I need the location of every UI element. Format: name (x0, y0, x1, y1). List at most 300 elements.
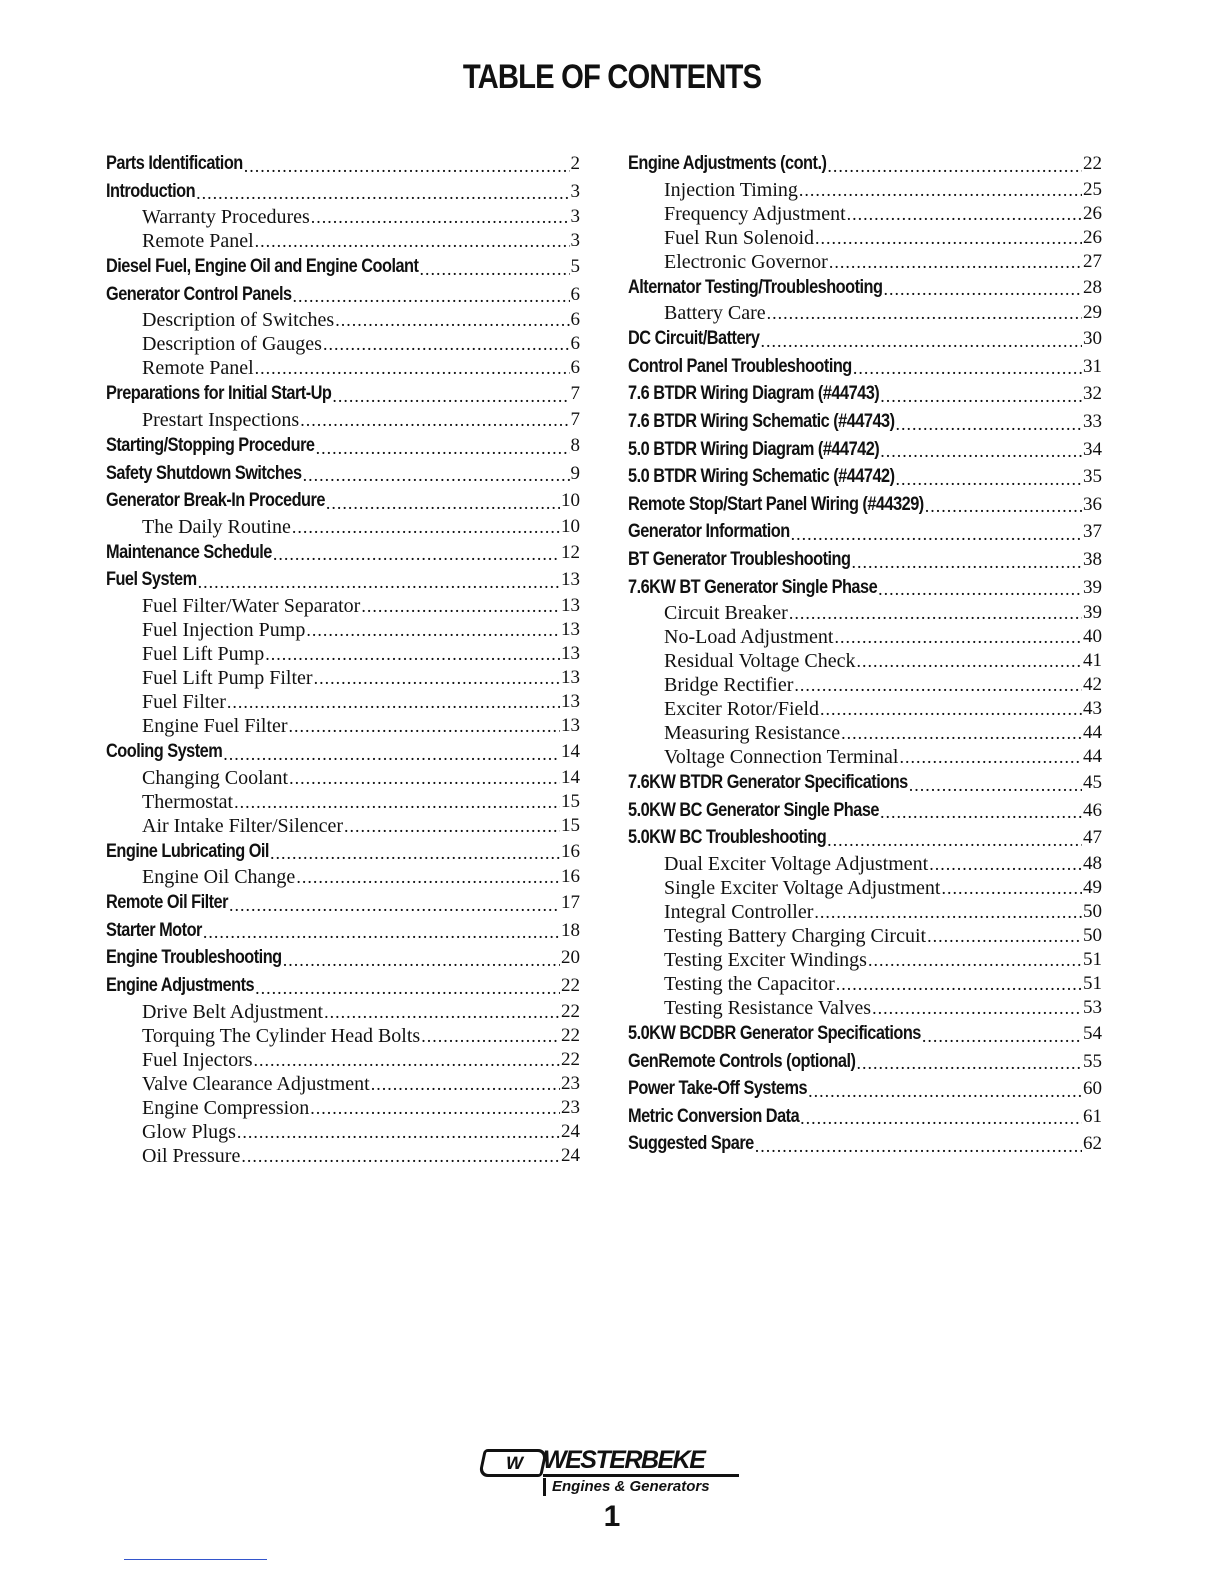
toc-page-number: 13 (561, 690, 580, 712)
toc-subsection-entry (106, 690, 580, 714)
toc-dot-leader (289, 766, 560, 790)
toc-subsection-entry (106, 308, 580, 332)
toc-section-entry (628, 380, 1102, 408)
toc-page-number: 15 (561, 790, 580, 812)
toc-page-number: 37 (1083, 521, 1102, 543)
toc-page-number: 3 (570, 180, 580, 202)
toc-subsection-entry (106, 1096, 580, 1120)
toc-dot-leader (311, 205, 570, 229)
toc-entry-label: Fuel System (106, 569, 197, 591)
toc-page-number: 14 (561, 740, 580, 762)
toc-entry-label: Engine Fuel Filter (142, 714, 288, 737)
toc-dot-leader (827, 154, 1082, 178)
toc-dot-leader (880, 439, 1082, 463)
toc-page-number: 53 (1083, 996, 1102, 1018)
toc-entry-label: Parts Identification (106, 153, 243, 174)
toc-page-number: 51 (1083, 972, 1102, 994)
toc-entry-label: Remote Stop/Start Panel Wiring (#44329) (628, 493, 924, 515)
toc-dot-leader (847, 202, 1082, 226)
toc-subsection-entry (628, 924, 1102, 948)
toc-subsection-entry (628, 649, 1102, 673)
toc-dot-leader (820, 697, 1082, 721)
toc-page-number: 38 (1083, 548, 1102, 570)
toc-subsection-entry (106, 766, 580, 790)
toc-page-number: 28 (1083, 276, 1102, 298)
toc-dot-leader (326, 491, 560, 515)
toc-page-number: 5 (570, 256, 580, 278)
toc-dot-leader (808, 1079, 1082, 1103)
toc-page-number: 6 (570, 357, 580, 379)
toc-section-entry (628, 463, 1102, 491)
toc-entry-label: Control Panel Troubleshooting (628, 355, 852, 377)
toc-entry-label: Description of Gauges (142, 333, 322, 356)
toc-dot-leader (198, 570, 560, 594)
toc-dot-leader (878, 577, 1082, 601)
toc-dot-leader (255, 976, 560, 1000)
toc-section-entry (628, 1103, 1102, 1131)
logo-mark-icon: W (478, 1449, 548, 1477)
toc-page-number: 14 (561, 766, 580, 788)
toc-page-number: 46 (1083, 799, 1102, 821)
toc-page-number: 39 (1083, 602, 1102, 624)
toc-entry-label: Fuel Lift Pump Filter (142, 666, 313, 689)
toc-dot-leader (799, 178, 1082, 202)
toc-page-number: 10 (561, 490, 580, 512)
toc-entry-label: Cooling System (106, 740, 223, 762)
toc-dot-leader (344, 814, 560, 838)
toc-dot-leader (760, 329, 1082, 353)
toc-page-number: 13 (561, 666, 580, 688)
toc-entry-label: Engine Compression (142, 1096, 310, 1119)
toc-page-number: 23 (561, 1096, 580, 1118)
toc-dot-leader (289, 714, 560, 738)
toc-entry-label: Fuel Filter/Water Separator (142, 594, 361, 617)
toc-dot-leader (306, 618, 560, 642)
toc-section-entry (628, 150, 1102, 178)
toc-entry-label: Engine Troubleshooting (106, 947, 282, 969)
toc-page-number: 40 (1083, 626, 1102, 648)
toc-page-number: 9 (570, 462, 580, 484)
toc-entry-label: Battery Care (664, 302, 766, 325)
toc-dot-leader (293, 284, 570, 308)
toc-dot-leader (283, 948, 560, 972)
toc-dot-leader (767, 301, 1082, 325)
toc-section-entry (628, 518, 1102, 546)
toc-entry-label: Engine Adjustments (106, 974, 255, 996)
toc-entry-label: Metric Conversion Data (628, 1105, 800, 1127)
toc-section-entry (106, 838, 580, 866)
toc-entry-label: Alternator Testing/Troubleshooting (628, 276, 883, 298)
toc-entry-label: Torquing The Cylinder Head Bolts (142, 1024, 421, 1047)
toc-entry-label: Generator Control Panels (106, 283, 292, 305)
toc-section-entry (628, 546, 1102, 574)
toc-subsection-entry (106, 515, 580, 539)
toc-entry-label: Diesel Fuel, Engine Oil and Engine Coolant (106, 256, 419, 278)
toc-entry-label: Generator Break-In Procedure (106, 490, 325, 512)
toc-section-entry (106, 150, 580, 178)
toc-section-entry (628, 491, 1102, 519)
toc-page-number: 12 (561, 541, 580, 563)
toc-page-number: 39 (1083, 576, 1102, 598)
toc-page-number: 3 (570, 206, 580, 228)
toc-entry-label: Starting/Stopping Procedure (106, 434, 315, 456)
toc-entry-label: Single Exciter Voltage Adjustment (664, 876, 941, 899)
toc-subsection-entry (628, 876, 1102, 900)
toc-dot-leader (254, 1048, 560, 1072)
toc-dot-leader (234, 790, 560, 814)
toc-page-number: 15 (561, 814, 580, 836)
toc-entry-label: Voltage Connection Terminal (664, 746, 899, 769)
toc-section-entry (106, 178, 580, 206)
toc-page-number: 33 (1083, 410, 1102, 432)
toc-page-number: 13 (561, 569, 580, 591)
toc-entry-label: Engine Lubricating Oil (106, 840, 269, 862)
toc-dot-leader (827, 828, 1082, 852)
toc-subsection-entry (106, 618, 580, 642)
toc-section-entry (628, 769, 1102, 797)
toc-dot-leader (292, 515, 560, 539)
toc-page-number: 22 (1083, 153, 1102, 174)
toc-dot-leader (255, 356, 570, 380)
toc-page-number: 54 (1083, 1022, 1102, 1044)
toc-page-number: 24 (561, 1144, 580, 1166)
toc-dot-leader (371, 1072, 560, 1096)
toc-dot-leader (851, 550, 1082, 574)
toc-entry-label: 5.0KW BC Generator Single Phase (628, 799, 879, 821)
toc-subsection-entry (106, 332, 580, 356)
toc-page-number: 32 (1083, 383, 1102, 405)
toc-section-entry (106, 972, 580, 1000)
toc-page-number: 22 (561, 974, 580, 996)
toc-entry-label: Generator Information (628, 521, 790, 543)
toc-page-number: 13 (561, 594, 580, 616)
page-title: TABLE OF CONTENTS (462, 58, 762, 96)
toc-dot-leader (927, 924, 1082, 948)
toc-dot-leader (794, 673, 1082, 697)
toc-dot-leader (237, 1120, 560, 1144)
toc-subsection-entry (628, 250, 1102, 274)
toc-entry-label: Glow Plugs (142, 1120, 236, 1143)
toc-section-entry (628, 797, 1102, 825)
toc-subsection-entry (106, 1048, 580, 1072)
toc-section-entry (106, 253, 580, 281)
toc-page-number: 22 (561, 1048, 580, 1070)
toc-entry-label: Engine Adjustments (cont.) (628, 153, 827, 174)
logo-brand-name: WESTERBEKE (543, 1446, 739, 1477)
toc-section-entry (628, 274, 1102, 302)
toc-dot-leader (856, 1051, 1082, 1075)
toc-entry-label: Drive Belt Adjustment (142, 1000, 324, 1023)
toc-dot-leader (800, 1106, 1082, 1130)
toc-page-number: 16 (561, 866, 580, 888)
toc-page-number: 62 (1083, 1133, 1102, 1155)
toc-dot-leader (310, 1096, 560, 1120)
toc-entry-label: Exciter Rotor/Field (664, 698, 819, 721)
toc-subsection-entry (628, 900, 1102, 924)
toc-subsection-entry (106, 790, 580, 814)
toc-entry-label: Introduction (106, 180, 196, 202)
toc-entry-label: Injection Timing (664, 178, 798, 201)
toc-page-number: 50 (1083, 924, 1102, 946)
toc-entry-label: Description of Switches (142, 309, 335, 332)
toc-page-number: 30 (1083, 328, 1102, 350)
toc-entry-label: 5.0KW BCDBR Generator Specifications (628, 1022, 921, 1044)
toc-page-number: 17 (561, 892, 580, 914)
toc-dot-leader (853, 356, 1082, 380)
toc-section-entry (106, 944, 580, 972)
toc-page-number: 34 (1083, 438, 1102, 460)
toc-section-entry (106, 889, 580, 917)
toc-subsection-entry (628, 721, 1102, 745)
toc-subsection-entry (628, 948, 1102, 972)
toc-dot-leader (815, 226, 1082, 250)
toc-dot-leader (265, 642, 560, 666)
toc-dot-leader (361, 594, 560, 618)
toc-entry-label: Bridge Rectifier (664, 674, 794, 697)
toc-dot-leader (872, 996, 1082, 1020)
toc-page-number: 61 (1083, 1105, 1102, 1127)
toc-page-number: 44 (1083, 722, 1102, 744)
toc-page-number: 7 (570, 408, 580, 430)
toc-dot-leader (244, 154, 570, 178)
toc-page-number: 25 (1083, 178, 1102, 200)
toc-page-number: 6 (570, 283, 580, 305)
toc-dot-leader (814, 900, 1082, 924)
toc-page-number: 6 (570, 309, 580, 331)
toc-entry-label: Thermostat (142, 790, 234, 813)
toc-subsection-entry (106, 1120, 580, 1144)
toc-dot-leader (791, 522, 1082, 546)
toc-subsection-entry (628, 852, 1102, 876)
toc-dot-leader (270, 841, 560, 865)
toc-page-number: 16 (561, 840, 580, 862)
toc-subsection-entry (628, 202, 1102, 226)
toc-entry-label: Fuel Lift Pump (142, 642, 265, 665)
toc-section-entry (628, 353, 1102, 381)
toc-entry-label: Valve Clearance Adjustment (142, 1072, 370, 1095)
toc-entry-label: BT Generator Troubleshooting (628, 548, 851, 570)
toc-page-number: 55 (1083, 1050, 1102, 1072)
toc-dot-leader (896, 467, 1082, 491)
divider-line (124, 1559, 267, 1560)
toc-entry-label: DC Circuit/Battery (628, 328, 760, 350)
toc-section-entry (106, 566, 580, 594)
toc-section-entry (628, 1130, 1102, 1158)
toc-subsection-entry (106, 229, 580, 253)
toc-entry-label: Preparations for Initial Start-Up (106, 383, 332, 405)
toc-subsection-entry (628, 178, 1102, 202)
toc-page-number: 27 (1083, 250, 1102, 272)
toc-entry-label: Safety Shutdown Switches (106, 462, 302, 484)
toc-page-number: 13 (561, 618, 580, 640)
toc-page-number: 22 (561, 1000, 580, 1022)
toc-subsection-entry (106, 356, 580, 380)
toc-page-number: 60 (1083, 1078, 1102, 1100)
toc-subsection-entry (628, 697, 1102, 721)
toc-entry-label: Prestart Inspections (142, 408, 300, 431)
toc-entry-label: Testing Resistance Valves (664, 996, 872, 1019)
toc-dot-leader (925, 494, 1082, 518)
toc-entry-label: Testing Exciter Windings (664, 948, 867, 971)
toc-page-number: 42 (1083, 674, 1102, 696)
toc-dot-leader (203, 920, 560, 944)
toc-dot-leader (941, 876, 1082, 900)
toc-dot-leader (196, 181, 569, 205)
toc-subsection-entry (106, 814, 580, 838)
toc-entry-label: 7.6 BTDR Wiring Schematic (#44743) (628, 410, 895, 432)
toc-section-entry (106, 917, 580, 945)
toc-page-number: 43 (1083, 698, 1102, 720)
toc-page-number: 13 (561, 642, 580, 664)
toc-entry-label: Circuit Breaker (664, 602, 788, 625)
toc-section-entry (628, 436, 1102, 464)
toc-page-number: 22 (561, 1024, 580, 1046)
toc-page-number: 2 (570, 153, 580, 174)
toc-subsection-entry (106, 865, 580, 889)
toc-dot-leader (227, 690, 560, 714)
toc-entry-label: Testing Battery Charging Circuit (664, 924, 927, 947)
toc-dot-leader (332, 384, 569, 408)
toc-entry-label: Air Intake Filter/Silencer (142, 814, 344, 837)
toc-entry-label: The Daily Routine (142, 515, 291, 538)
toc-page-number: 6 (570, 333, 580, 355)
toc-entry-label: GenRemote Controls (optional) (628, 1050, 856, 1072)
toc-page-number: 48 (1083, 852, 1102, 874)
toc-dot-leader (296, 865, 560, 889)
toc-subsection-entry (106, 642, 580, 666)
toc-dot-leader (273, 542, 560, 566)
toc-section-entry (628, 325, 1102, 353)
toc-entry-label: Starter Motor (106, 919, 202, 941)
toc-page-number: 18 (561, 919, 580, 941)
toc-dot-leader (314, 666, 560, 690)
toc-entry-label: Suggested Spare (628, 1133, 754, 1155)
toc-subsection-entry (106, 1000, 580, 1024)
toc-entry-label: Dual Exciter Voltage Adjustment (664, 852, 929, 875)
toc-page-number: 45 (1083, 772, 1102, 794)
toc-page-number: 35 (1083, 466, 1102, 488)
toc-entry-label: Fuel Filter (142, 690, 226, 713)
toc-entry-label: Frequency Adjustment (664, 202, 846, 225)
toc-dot-leader (255, 229, 570, 253)
toc-dot-leader (896, 412, 1082, 436)
toc-entry-label: Integral Controller (664, 900, 814, 923)
toc-dot-leader (836, 972, 1082, 996)
toc-section-entry (106, 487, 580, 515)
toc-page-number: 3 (570, 230, 580, 252)
toc-entry-label: Electronic Governor (664, 250, 828, 273)
toc-entry-label: Remote Oil Filter (106, 892, 228, 914)
toc-subsection-entry (628, 226, 1102, 250)
toc-page-number: 36 (1083, 493, 1102, 515)
toc-entry-label: Fuel Injectors (142, 1048, 253, 1071)
toc-entry-label: 7.6 BTDR Wiring Diagram (#44743) (628, 383, 880, 405)
toc-dot-leader (300, 408, 569, 432)
toc-subsection-entry (106, 1024, 580, 1048)
westerbeke-logo (481, 1446, 743, 1498)
toc-dot-leader (323, 332, 570, 356)
toc-entry-label: 7.6KW BTDR Generator Specifications (628, 772, 908, 794)
toc-section-entry (106, 738, 580, 766)
toc-dot-leader (335, 308, 569, 332)
toc-subsection-entry (628, 972, 1102, 996)
page-number: 1 (603, 1500, 621, 1533)
toc-page-number: 10 (561, 515, 580, 537)
logo-tagline: Engines & Generators (543, 1478, 710, 1496)
toc-dot-leader (909, 773, 1082, 797)
toc-section-entry (628, 1048, 1102, 1076)
toc-entry-label: Maintenance Schedule (106, 541, 272, 563)
toc-subsection-entry (106, 408, 580, 432)
toc-subsection-entry (106, 1144, 580, 1168)
toc-dot-leader (880, 384, 1082, 408)
toc-entry-label: Testing the Capacitor (664, 972, 835, 995)
toc-dot-leader (880, 800, 1082, 824)
toc-dot-leader (324, 1000, 560, 1024)
toc-page-number: 7 (570, 383, 580, 405)
toc-entry-label: Power Take-Off Systems (628, 1078, 808, 1100)
toc-page-number: 29 (1083, 302, 1102, 324)
toc-subsection-entry (106, 666, 580, 690)
toc-subsection-entry (106, 594, 580, 618)
toc-page-number: 20 (561, 947, 580, 969)
toc-section-entry (628, 574, 1102, 602)
toc-section-entry (628, 824, 1102, 852)
toc-entry-label: Engine Oil Change (142, 866, 296, 889)
toc-section-entry (106, 539, 580, 567)
toc-subsection-entry (628, 996, 1102, 1020)
toc-dot-leader (421, 1024, 560, 1048)
toc-section-entry (106, 460, 580, 488)
toc-dot-leader (303, 463, 570, 487)
toc-subsection-entry (106, 714, 580, 738)
toc-subsection-entry (628, 625, 1102, 649)
toc-dot-leader (316, 436, 570, 460)
toc-section-entry (628, 1020, 1102, 1048)
toc-dot-leader (829, 250, 1082, 274)
toc-page-number: 26 (1083, 202, 1102, 224)
toc-dot-leader (929, 852, 1082, 876)
toc-section-entry (106, 432, 580, 460)
toc-dot-leader (834, 625, 1082, 649)
toc-dot-leader (223, 742, 560, 766)
toc-subsection-entry (106, 1072, 580, 1096)
toc-page-number: 50 (1083, 900, 1102, 922)
toc-dot-leader (856, 649, 1082, 673)
toc-page-number: 44 (1083, 746, 1102, 768)
toc-subsection-entry (628, 301, 1102, 325)
toc-page-number: 31 (1083, 355, 1102, 377)
toc-dot-leader (755, 1134, 1082, 1158)
toc-entry-label: Remote Panel (142, 357, 254, 380)
toc-entry-label: 5.0KW BC Troubleshooting (628, 827, 827, 849)
toc-page-number: 49 (1083, 876, 1102, 898)
toc-entry-label: Fuel Injection Pump (142, 618, 306, 641)
toc-left-column (106, 150, 580, 1168)
toc-section-entry (106, 281, 580, 309)
toc-subsection-entry (106, 205, 580, 229)
toc-dot-leader (868, 948, 1082, 972)
toc-subsection-entry (628, 673, 1102, 697)
toc-entry-label: Residual Voltage Check (664, 650, 856, 673)
toc-subsection-entry (628, 745, 1102, 769)
toc-page-number: 8 (570, 434, 580, 456)
toc-dot-leader (241, 1144, 560, 1168)
toc-entry-label: Warranty Procedures (142, 206, 310, 229)
toc-right-column (628, 150, 1102, 1158)
toc-entry-label: 7.6KW BT Generator Single Phase (628, 576, 878, 598)
toc-page-number: 24 (561, 1120, 580, 1142)
